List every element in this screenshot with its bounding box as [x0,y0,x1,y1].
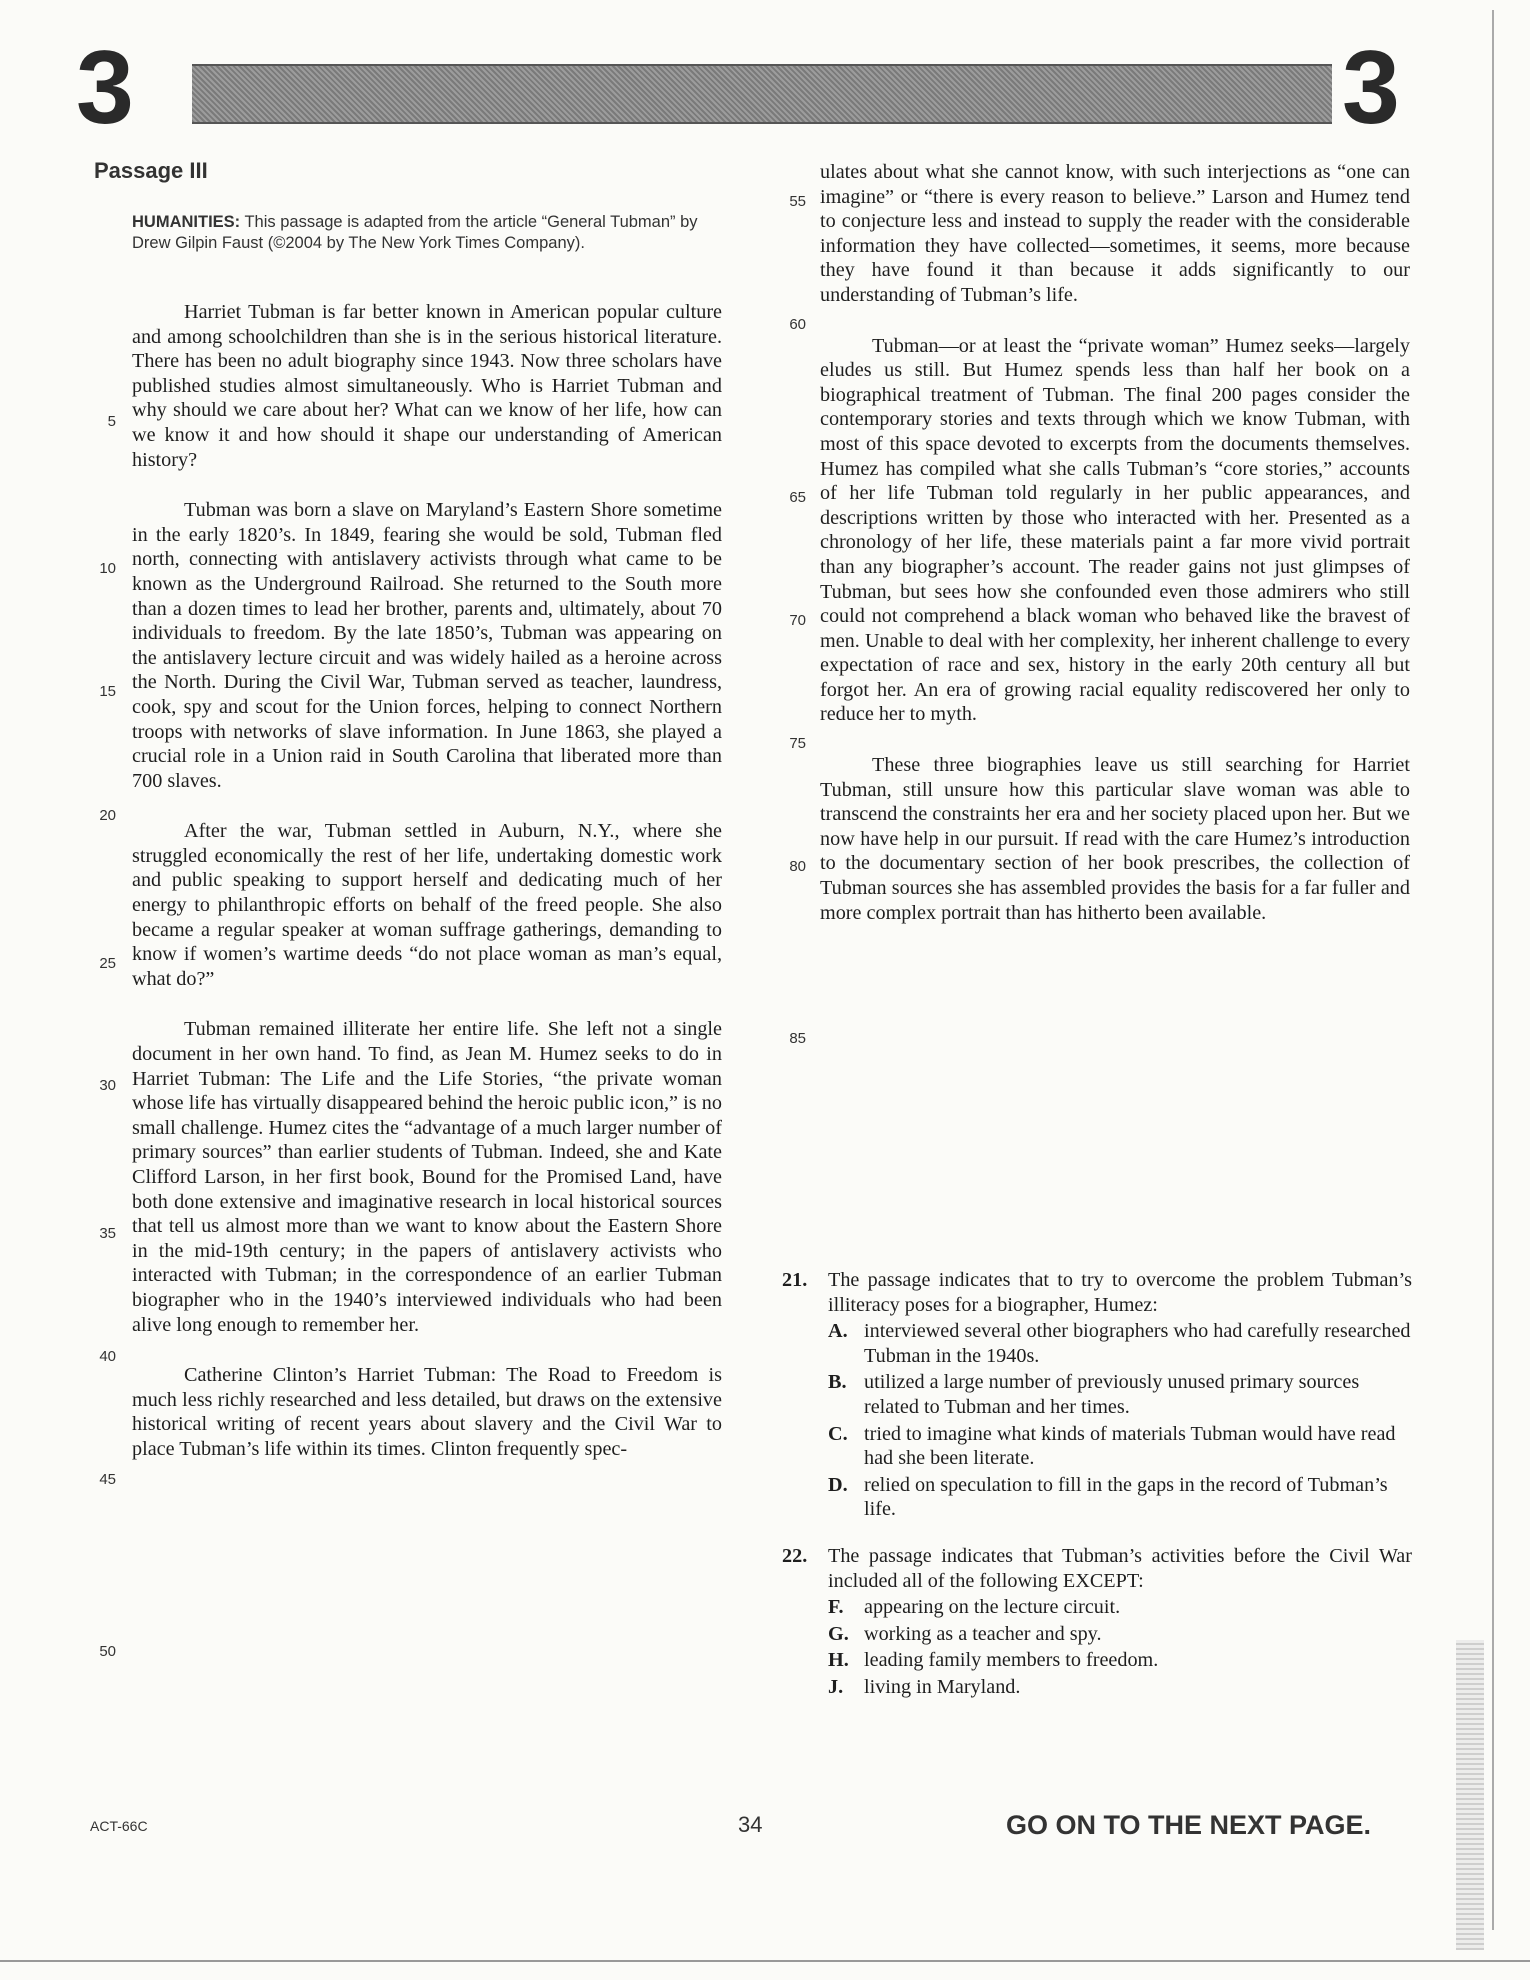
option-letter: G. [828,1622,849,1645]
option-text: leading family members to freedom. [864,1649,1159,1672]
intro-text: This passage is adapted from the article “General Tubman” by Drew Gilpin Faust (©2004 by The New York Times Company). [132,213,698,252]
line-number: 75 [789,735,806,752]
questions-section [782,1268,1412,1722]
answer-option[interactable] [828,1422,1412,1471]
passage-paragraph: Harriet Tubman is far better known in American popular culture and among schoolchildren than she is in the serious historical literature. There has been no adult biography since 1943. Now three scholars have published studies almost simultaneously. Who is Harriet Tubman and why should we care about her? What can we know of her life, how can we know it and how should it shape our understanding of American history? [132,301,722,471]
passage-paragraph: Tubman—or at least the “private woman” Humez seeks—largely eludes us still. But Humez spends less than half her book on a biographical treatment of Tubman. The final 200 pages consider the contemporary stories and texts through which we know Tubman, with most of this space devoted to excerpts from the documents themselves. Humez has compiled what she calls Tubman’s “core stories,” accounts of her life Tubman told regularly in her public appearances, and descriptions written by those who interacted with her. Presented as a chronology of her life, these materials paint a far more vivid portrait than any biographer’s account. The reader gains not just glimpses of Tubman, but sees how she confounded even those admirers who still could not comprehend a black woman who behaved like the bravest of men. Unable to deal with her complexity, her inherent challenge to every expectation of race and sex, history in the early 20th century all but forgot her. An era of growing racial equality rediscovered her only to reduce her to myth. [820,334,1410,726]
line-number: 15 [99,683,116,700]
passage-label: Passage III [94,158,208,183]
section-number-right: 3 [1342,30,1400,146]
answer-option[interactable] [828,1595,1412,1620]
passage-column-left [132,300,722,1488]
answer-option[interactable] [828,1622,1412,1647]
passage-paragraph: ulates about what she cannot know, with such interjections as “one can imagine” or “there is every reason to believe.” Larson and Humez tend to conjecture less and instead to supply the reader with the considerable information they have collected—sometimes, it seems, more because they have found it than because it adds significantly to our understanding of Tubman’s life. [820,161,1410,306]
question-number: 21. [782,1269,808,1291]
line-number: 35 [99,1225,116,1242]
option-letter: J. [828,1675,844,1698]
passage-paragraph: These three biographies leave us still searching for Harriet Tubman, still unsure how this particular slave woman was able to transcend the constraints her era and her society placed upon her. But we now have help in our pursuit. If read with the care Humez’s introduction to the documentary section of her book prescribes, the collection of Tubman sources she has assembled provides the basis for a far fuller and more complex portrait than has hitherto been available. [820,754,1410,924]
question [782,1268,1412,1522]
line-number: 5 [107,413,116,430]
line-number: 40 [99,1348,116,1365]
line-number: 10 [99,560,116,577]
question [782,1544,1412,1700]
passage-intro [132,212,722,254]
page-number: 34 [738,1812,763,1837]
next-page-instruction: GO ON TO THE NEXT PAGE. [1006,1810,1372,1840]
passage-paragraph: After the war, Tubman settled in Auburn, N.Y., where she struggled economically the rest of her life, undertaking domestic work and public speaking to support herself and dedicating much of her energy to philanthropic efforts on behalf of the freed people. She also became a regular speaker at woman suffrage gatherings, demanding to know if women’s wartime deeds “do not place woman as man’s equal, what do?” [132,820,722,990]
passage-column-right [820,160,1410,951]
option-letter: C. [828,1422,848,1445]
option-letter: H. [828,1649,849,1672]
option-text: tried to imagine what kinds of materials Tubman would have read had she been literate. [864,1422,1396,1470]
option-text: appearing on the lecture circuit. [864,1596,1121,1619]
passage-paragraph: Tubman was born a slave on Maryland’s Eastern Shore sometime in the early 1820’s. In 1849, fearing she would be sold, Tubman fled north, connecting with antislavery activists through what came to be known as the Underground Railroad. She returned to the South more than a dozen times to lead her brother, parents and, ultimately, about 70 individuals to freedom. By the late 1850’s, Tubman was appearing on the antislavery lecture circuit and was widely hailed as a heroine across the North. During the Civil War, Tubman served as teacher, laundress, cook, spy and scout for the Union forces, helping to connect Northern troops with networks of slave information. In June 1863, she played a crucial role in a Union raid in South Carolina that liberated more than 700 slaves. [132,499,722,792]
line-number: 65 [789,489,806,506]
line-number: 55 [789,193,806,210]
question-stem: The passage indicates that Tubman’s activities before the Civil War included all of the following EXCEPT: [828,1544,1412,1592]
option-letter: F. [828,1596,844,1619]
option-text: relied on speculation to fill in the gaps in the record of Tubman’s life. [864,1473,1388,1521]
answer-option[interactable] [828,1675,1412,1700]
passage-paragraph: Catherine Clinton’s Harriet Tubman: The Road to Freedom is much less richly researched and less detailed, but draws on the extensive historical writing of recent years about slavery and the Civil War to place Tubman’s life within its times. Clinton frequently spec- [132,1364,722,1460]
line-number: 45 [99,1471,116,1488]
answer-option[interactable] [828,1473,1412,1522]
footer-form-code: ACT-66C [90,1818,148,1834]
option-text: utilized a large number of previously unused primary sources related to Tubman and her times. [864,1371,1360,1418]
scan-edge-shadow [1456,1640,1484,1950]
line-number: 30 [99,1077,116,1094]
option-text: living in Maryland. [864,1675,1021,1698]
scan-page-edge [1492,10,1494,1930]
answer-option[interactable] [828,1370,1412,1419]
section-header-bar [192,64,1332,124]
section-number-left: 3 [76,30,134,146]
answer-option[interactable] [828,1648,1412,1673]
question-stem: The passage indicates that to try to overcome the problem Tubman’s illiteracy poses for a biographer, Humez: [828,1269,1412,1316]
option-letter: A. [828,1320,848,1343]
line-number: 60 [789,316,806,333]
question-number: 22. [782,1544,808,1567]
scan-bottom-edge [0,1960,1530,1962]
intro-category: HUMANITIES: [132,213,241,231]
line-number: 50 [99,1643,116,1660]
line-number: 85 [789,1030,806,1047]
answer-option[interactable] [828,1319,1412,1368]
line-number: 70 [789,612,806,629]
option-letter: D. [828,1473,848,1496]
line-number: 80 [789,858,806,875]
line-number: 25 [99,955,116,972]
option-text: working as a teacher and spy. [864,1622,1102,1645]
line-number: 20 [99,807,116,824]
option-text: interviewed several other biographers who had carefully researched Tubman in the 1940s. [864,1320,1411,1367]
option-letter: B. [828,1371,847,1394]
passage-paragraph: Tubman remained illiterate her entire life. She left not a single document in her own hand. To find, as Jean M. Humez seeks to do in Harriet Tubman: The Life and the Life Stories, “the private woman whose life has virtually disappeared behind the heroic public icon,” is no small challenge. Humez cites the “advantage of a much larger number of primary sources” than earlier students of Tubman. Indeed, she and Kate Clifford Larson, in her first book, Bound for the Promised Land, have both done extensive and imaginative research in local historical sources that tell us almost more than we want to know about the Eastern Shore in the mid-19th century; in the papers of antislavery activists who interacted with Tubman; in the correspondence of an earlier Tubman biographer who in the 1940’s interviewed individuals who had been alive long enough to remember her. [132,1018,722,1336]
